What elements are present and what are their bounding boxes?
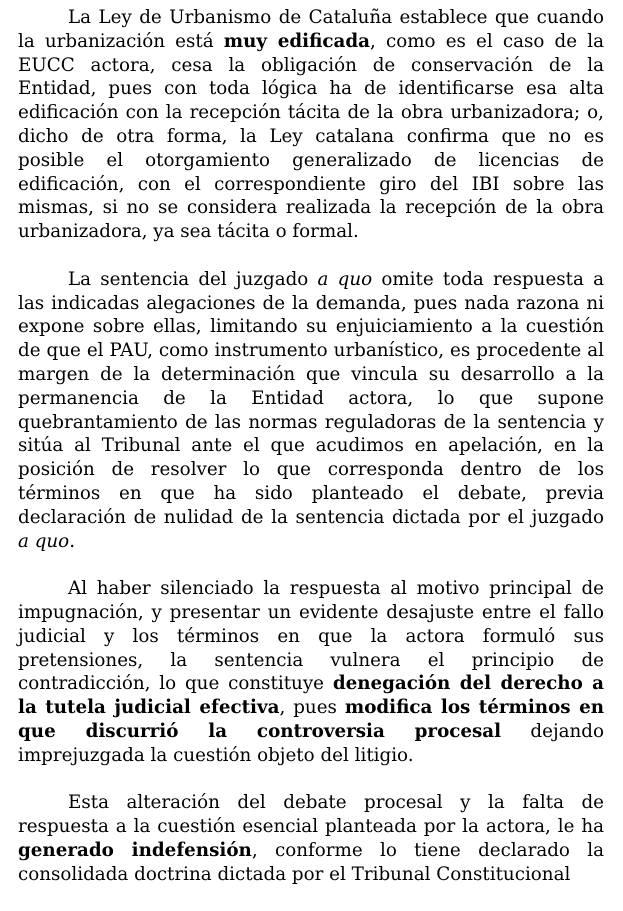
- paragraph-indefension: [18, 791, 604, 886]
- text-span: , conforme lo tiene declarado la consolidada doctrina dictada por el Tribunal Constitucional: [18, 839, 604, 885]
- text-span: , como es el caso de la EUCC actora, cesa la obligación de conservación de la Entidad, pues con toda lógica ha de identificarse esa alta edificación con la recepción tácita de la obra urbanizadora; o, dicho de otra forma, la Ley catalana confirma que no es posible el otorgamiento generalizado de licencias de edificación, con el correspondiente giro del IBI sobre las mismas, si no se considera realizada la recepción de la obra urbanizadora, ya sea tácita o formal.: [18, 30, 604, 243]
- paragraph-contradiccion: [18, 577, 604, 767]
- text-span: , pues: [279, 697, 345, 719]
- bold-span: modifica los términos en que discurrió la controversia procesal: [18, 697, 604, 742]
- text-span: omite toda respuesta a las indicadas alegaciones de la demanda, pues nada razona ni expone sobre ellas, limitando su enjuiciamiento a la cuestión de que el PAU, como instrumento urbanístico, es procedente al margen de la determinación que vincula su desarrollo a la permanencia de la Entidad actora, lo que supone quebrantamiento de las normas reguladoras de la sentencia y sitúa al Tribunal ante el que acudimos en apelación, en la posición de resolver lo que corresponda dentro de los términos en que ha sido planteado el debate, previa declaración de nulidad de la sentencia dictada por el juzgado: [18, 268, 604, 528]
- italic-span: a quo: [18, 530, 70, 552]
- text-span: dejando imprejuzgada la cuestión objeto del litigio.: [18, 720, 604, 766]
- text-span: Al haber silenciado la respuesta al motivo principal de impugnación, y presentar un evidente desajuste entre el fallo judicial y los términos en que la actora formuló sus pretensiones, la sentencia vulnera el principio de contradicción, lo que constituye: [18, 578, 604, 695]
- bold-span: denegación del derecho a la tutela judicial efectiva: [18, 673, 604, 719]
- italic-span: a quo: [317, 268, 373, 290]
- paragraph-urbanismo: [18, 6, 604, 244]
- document-page: [18, 6, 604, 886]
- text-span: Esta alteración del debate procesal y la falta de respuesta a la cuestión esencial planteada por la actora, le ha: [18, 792, 604, 838]
- bold-span: muy edificada: [223, 30, 370, 52]
- text-span: .: [69, 530, 76, 552]
- bold-span: generado indefensión: [18, 839, 252, 861]
- text-span: La Ley de Urbanismo de Cataluña establece que cuando la urbanización está: [18, 7, 604, 52]
- text-span: La sentencia del juzgado: [68, 268, 318, 290]
- paragraph-sentencia: [18, 268, 604, 554]
